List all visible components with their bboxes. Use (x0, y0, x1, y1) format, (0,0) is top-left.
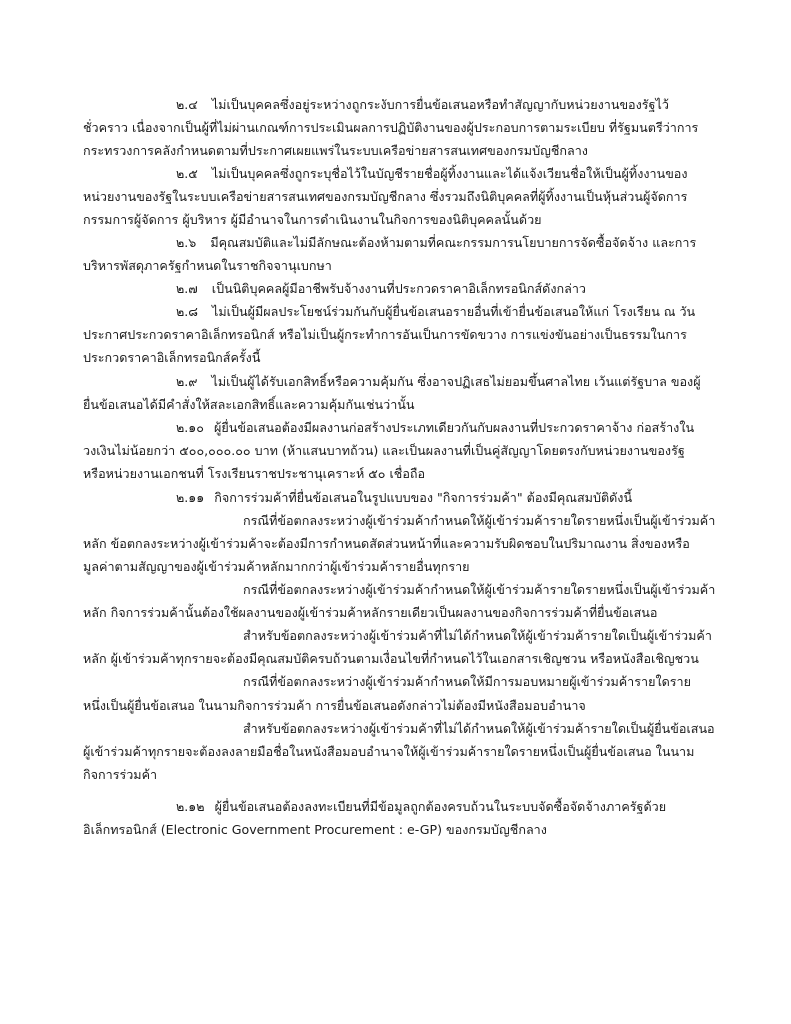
jv-para-3-line-1: สำหรับข้อตกลงระหว่างผู้เข้าร่วมค้าที่ไม่ได้กำหนดให้ผู้เข้าร่วมค้ารายใดเป็นผู้เข้าร่วมค้า (243, 628, 712, 643)
clause-2-5-line-2: หน่วยงานของรัฐในระบบเครือข่ายสารสนเทศของกรมบัญชีกลาง ซึ่งรวมถึงนิติบุคคลที่ผู้ทิ้งงานเป็นหุ้นส่วนผู้จัดการ (83, 189, 688, 204)
clause-2-9-line-1: ๒.๙ ไม่เป็นผู้ได้รับเอกสิทธิ์หรือความคุ้มกัน ซึ่งอาจปฏิเสธไม่ยอมขึ้นศาลไทย เว้นแต่รัฐบาล ของผู้ (176, 372, 701, 392)
jv-para-3-line-2: หลัก ผู้เข้าร่วมค้าทุกรายจะต้องมีคุณสมบัติครบถ้วนตามเงื่อนไขที่กำหนดไว้ในเอกสารเชิญชวน หรือหนังสือเชิญชวน (83, 651, 699, 666)
jv-para-4-line-2: หนึ่งเป็นผู้ยื่นข้อเสนอ ในนามกิจการร่วมค้า การยื่นข้อเสนอดังกล่าวไม่ต้องมีหนังสือมอบอำนาจ (83, 698, 586, 713)
jv-para-4-line-1: กรณีที่ข้อตกลงระหว่างผู้เข้าร่วมค้ากำหนดให้มีการมอบหมายผู้เข้าร่วมค้ารายใดราย (243, 674, 692, 689)
clause-2-10-line-1: ๒.๑๐ ผู้ยื่นข้อเสนอต้องมีผลงานก่อสร้างประเภทเดียวกันกับผลงานที่ประกวดราคาจ้าง ก่อสร้างใน (176, 418, 694, 438)
clause-2-7-line-1: ๒.๗ เป็นนิติบุคคลผู้มีอาชีพรับจ้างงานที่ประกวดราคาอิเล็กทรอนิกส์ดังกล่าว (176, 279, 586, 299)
jv-para-5-line-3: กิจการร่วมค้า (83, 767, 158, 782)
clause-number: ๒.๑๐ (176, 420, 204, 435)
clause-2-8-line-2: ประกาศประกวดราคาอิเล็กทรอนิกส์ หรือไม่เป็นผู้กระทำการอันเป็นการขัดขวาง การแข่งขันอย่างเป็นธรรมในการ (83, 327, 687, 342)
jv-para-1-line-3: มูลค่าตามสัญญาของผู้เข้าร่วมค้าหลักมากกว่าผู้เข้าร่วมค้ารายอื่นทุกราย (83, 559, 470, 574)
clause-2-4-line-2: ชั่วคราว เนื่องจากเป็นผู้ที่ไม่ผ่านเกณฑ์การประเมินผลการปฏิบัติงานของผู้ประกอบการตามระเบียบ ที่รัฐมนตรีว่าการ (83, 120, 699, 135)
jv-para-2-line-2: หลัก กิจการร่วมค้านั้นต้องใช้ผลงานของผู้เข้าร่วมค้าหลักรายเดียวเป็นผลงานของกิจการร่วมค้าที่ยื่นข้อเสนอ (83, 605, 658, 620)
clause-2-10-line-3: หรือหน่วยงานเอกชนที่ โรงเรียนราชประชานุเคราะห์ ๕๐ เชื่อถือ (83, 466, 426, 481)
clause-2-10-line-2: วงเงินไม่น้อยกว่า ๕๐๐,๐๐๐.๐๐ บาท (ห้าแสนบาทถ้วน) และเป็นผลงานที่เป็นคู่สัญญาโดยตรงกับหน่วยงานของรัฐ (83, 443, 685, 458)
clause-2-8-line-1: ๒.๘ ไม่เป็นผู้มีผลประโยชน์ร่วมกันกับผู้ยื่นข้อเสนอรายอื่นที่เข้ายื่นข้อเสนอให้แก่ โรงเรียน ณ วัน (176, 302, 695, 322)
clause-2-5-line-1: ๒.๕ ไม่เป็นบุคคลซึ่งถูกระบุชื่อไว้ในบัญชีรายชื่อผู้ทิ้งงานและได้แจ้งเวียนชื่อให้เป็นผู้ทิ้งงานของ (176, 164, 688, 184)
clause-2-4-line-3: กระทรวงการคลังกำหนดตามที่ประกาศเผยแพร่ในระบบเครือข่ายสารสนเทศของกรมบัญชีกลาง (83, 143, 588, 158)
clause-number: ๒.๗ (176, 281, 198, 296)
clause-number: ๒.๖ (176, 235, 197, 250)
clause-2-4-line-1: ๒.๔ ไม่เป็นบุคคลซึ่งอยู่ระหว่างถูกระงับการยื่นข้อเสนอหรือทำสัญญากับหน่วยงานของรัฐไว้ (176, 95, 669, 115)
clause-2-9-line-2: ยื่นข้อเสนอได้มีคำสั่งให้สละเอกสิทธิ์และความคุ้มกันเช่นว่านั้น (83, 397, 415, 412)
clause-2-12-line-1: ๒.๑๒ ผู้ยื่นข้อเสนอต้องลงทะเบียนที่มีข้อมูลถูกต้องครบถ้วนในระบบจัดซื้อจัดจ้างภาครัฐด้วย (176, 797, 666, 817)
clause-2-11-line-1: ๒.๑๑ กิจการร่วมค้าที่ยื่นข้อเสนอในรูปแบบของ "กิจการร่วมค้า" ต้องมีคุณสมบัติดังนี้ (176, 488, 632, 508)
clause-2-8-line-3: ประกวดราคาอิเล็กทรอนิกส์ครั้งนี้ (83, 350, 261, 365)
jv-para-5-line-2: ผู้เข้าร่วมค้าทุกรายจะต้องลงลายมือชื่อในหนังสือมอบอำนาจให้ผู้เข้าร่วมค้ารายใดรายหนึ่งเป็นผู้ยื่นข้อเสนอ ในนาม (83, 744, 695, 759)
clause-number: ๒.๑๒ (176, 799, 205, 814)
clause-2-12-line-2: อิเล็กทรอนิกส์ (Electronic Government Procurement : e-GP) ของกรมบัญชีกลาง (83, 822, 547, 837)
clause-number: ๒.๕ (176, 166, 198, 181)
clause-2-6-line-1: ๒.๖ มีคุณสมบัติและไม่มีลักษณะต้องห้ามตามที่คณะกรรมการนโยบายการจัดซื้อจัดจ้าง และการ (176, 233, 696, 253)
jv-para-1-line-2: หลัก ข้อตกลงระหว่างผู้เข้าร่วมค้าจะต้องมีการกำหนดสัดส่วนหน้าที่และความรับผิดชอบในปริมาณงาน สิ่งของหรือ (83, 536, 690, 551)
clause-number: ๒.๔ (176, 97, 198, 112)
clause-2-6-line-2: บริหารพัสดุภาครัฐกำหนดในราชกิจจานุเบกษา (83, 258, 332, 273)
clause-number: ๒.๑๑ (176, 490, 205, 505)
clause-2-5-line-3: กรรมการผู้จัดการ ผู้บริหาร ผู้มีอำนาจในการดำเนินงานในกิจการของนิติบุคคลนั้นด้วย (83, 212, 542, 227)
jv-para-1-line-1: กรณีที่ข้อตกลงระหว่างผู้เข้าร่วมค้ากำหนดให้ผู้เข้าร่วมค้ารายใดรายหนึ่งเป็นผู้เข้าร่วมค้า (243, 513, 716, 528)
jv-para-5-line-1: สำหรับข้อตกลงระหว่างผู้เข้าร่วมค้าที่ไม่ได้กำหนดให้ผู้เข้าร่วมค้ารายใดเป็นผู้ยื่นข้อเสนอ (243, 721, 715, 736)
clause-number: ๒.๙ (176, 374, 198, 389)
clause-number: ๒.๘ (176, 304, 199, 319)
jv-para-2-line-1: กรณีที่ข้อตกลงระหว่างผู้เข้าร่วมค้ากำหนดให้ผู้เข้าร่วมค้ารายใดรายหนึ่งเป็นผู้เข้าร่วมค้า (243, 582, 716, 597)
